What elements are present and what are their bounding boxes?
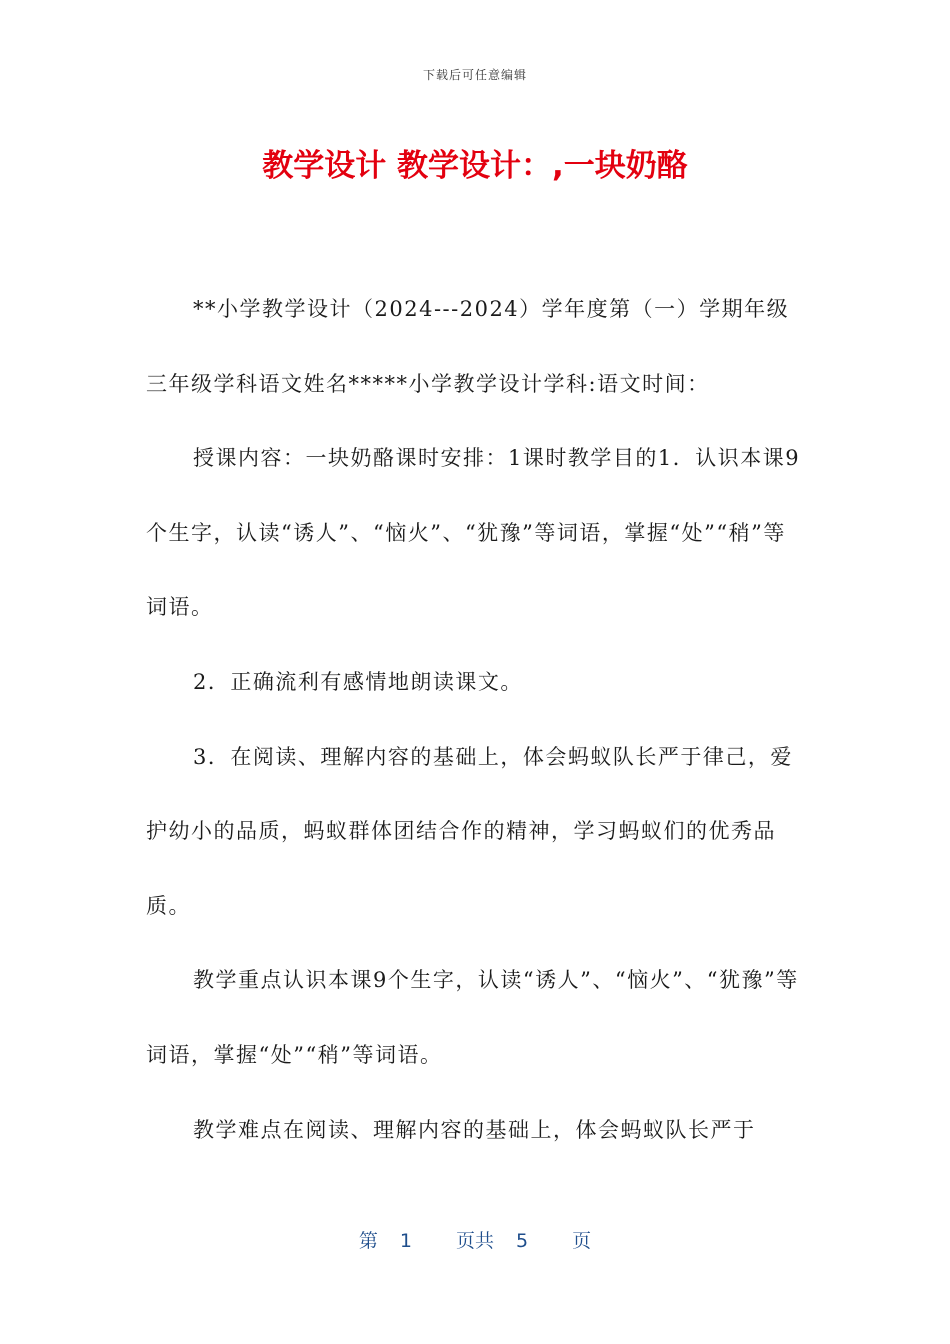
page-footer [0, 1226, 950, 1253]
page-label-prefix: 第 [358, 1230, 378, 1252]
paragraph: 3．在阅读、理解内容的基础上，体会蚂蚁队长严于律己，爱护幼小的品质，蚂蚁群体团结合作的精神，学习蚂蚁们的优秀品质。 [146, 744, 793, 918]
page-label-suffix: 页 [572, 1230, 592, 1252]
document-title: 教学设计 教学设计：,一块奶酪 [262, 148, 688, 184]
paragraph: 教学重点认识本课9个生字，认读“诱人”、“恼火”、“犹豫”等词语，掌握“处”“稍”等词语。 [146, 968, 799, 1067]
total-pages: 5 [516, 1230, 529, 1252]
paragraph: 授课内容：一块奶酪课时安排：1课时教学目的1．认识本课9个生字，认读“诱人”、“恼火”、“犹豫”等词语，掌握“处”“稍”等词语。 [146, 446, 801, 620]
page-header-note: 下载后可任意编辑 [422, 68, 527, 82]
paragraph: **小学教学设计（2024---2024）学年度第（一）学期年级三年级学科语文姓名*****小学教学设计学科:语文时间： [146, 297, 790, 396]
paragraph: 2．正确流利有感情地朗读课文。 [193, 669, 523, 694]
page-number: 1 [399, 1230, 412, 1252]
paragraph: 教学难点在阅读、理解内容的基础上，体会蚂蚁队长严于 [193, 1117, 756, 1142]
page-label-mid: 页共 [455, 1230, 494, 1252]
document-body [146, 272, 806, 1167]
